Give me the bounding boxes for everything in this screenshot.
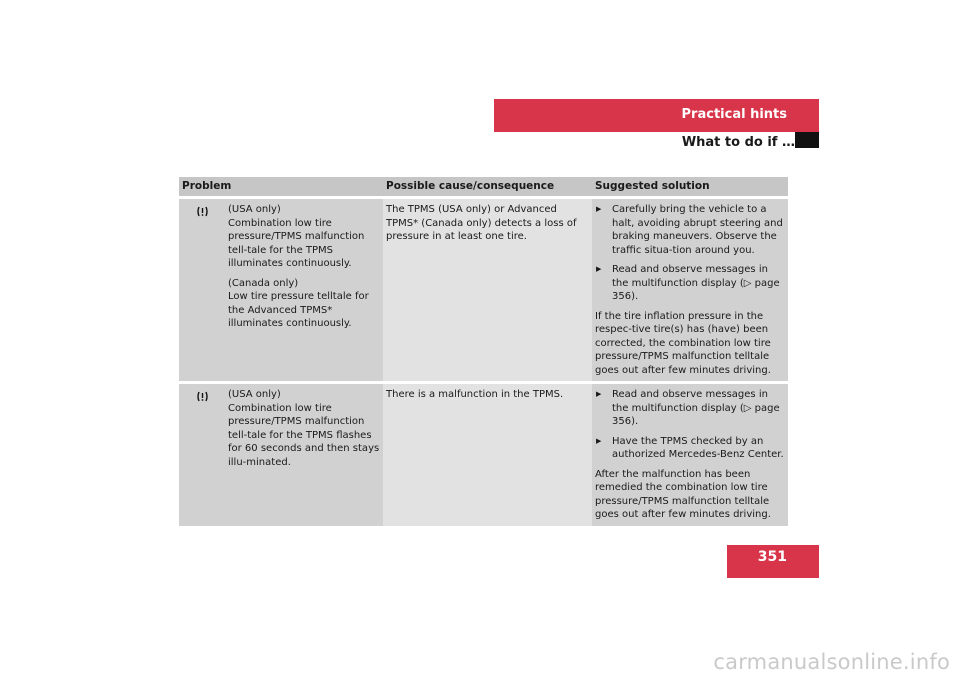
page-number-tab bbox=[727, 545, 819, 578]
problem-text-canada: (Canada only) Low tire pressure telltale for the Advanced TPMS* illuminates continuously. bbox=[228, 277, 369, 329]
solution-step-text: Carefully bring the vehicle to a halt, avoiding abrupt steering and braking maneuvers. Observe the traffic situa-tion around you. bbox=[612, 204, 783, 256]
cause-text: The TPMS (USA only) or Advanced TPMS* (Canada only) detects a loss of pressure in at least one tire. bbox=[386, 204, 577, 242]
solution-step bbox=[595, 263, 785, 304]
solution-note: After the malfunction has been remedied the combination low tire pressure/TPMS malfunction telltale goes out after few minutes driving. bbox=[595, 468, 771, 520]
header-tab-marker bbox=[795, 132, 819, 148]
problem-solution-table bbox=[179, 177, 788, 526]
table-row-1-problem bbox=[179, 199, 383, 381]
problem-text-usa: (USA only) Combination low tire pressure/TPMS malfunction tell-tale for the TPMS illuminates continuously. bbox=[228, 204, 365, 269]
section-title: Practical hints bbox=[681, 107, 787, 122]
solution-note: If the tire inflation pressure in the respec-tive tire(s) has (have) been corrected, the combination low tire pressure/TPMS malfunction telltale goes out after few minutes driving. bbox=[595, 310, 771, 376]
column-header-problem: Problem bbox=[179, 177, 383, 196]
solution-step bbox=[595, 388, 785, 429]
table-row-2-problem bbox=[179, 384, 383, 526]
table-row-1-cause bbox=[383, 199, 592, 381]
tpms-warning-icon bbox=[182, 388, 228, 522]
watermark: carmanualsonline.info bbox=[713, 650, 950, 674]
subsection-title: What to do if … bbox=[681, 135, 795, 150]
column-header-cause: Possible cause/consequence bbox=[383, 177, 592, 196]
bullet-arrow-icon: ▶ bbox=[596, 205, 602, 213]
problem-text-usa: (USA only) Combination low tire pressure/TPMS malfunction tell-tale for the TPMS flashes for 60 seconds and then stays illu-minated. bbox=[228, 389, 380, 468]
table-row-2-solution bbox=[592, 384, 788, 526]
table-row-1-solution bbox=[592, 199, 788, 381]
solution-step-text: Have the TPMS checked by an authorized Mercedes-Benz Center. bbox=[612, 435, 784, 460]
bullet-arrow-icon: ▶ bbox=[596, 436, 602, 445]
cause-text: There is a malfunction in the TPMS. bbox=[386, 389, 564, 400]
bullet-arrow-icon: ▶ bbox=[596, 265, 602, 273]
column-header-solution: Suggested solution bbox=[592, 177, 788, 196]
solution-step bbox=[595, 435, 785, 462]
bullet-arrow-icon: ▶ bbox=[596, 390, 602, 398]
table-row-2-cause bbox=[383, 384, 592, 526]
section-header-bar bbox=[494, 99, 819, 132]
page-number: 351 bbox=[757, 549, 787, 565]
solution-step-text: Read and observe messages in the multifunction display (▷ page 356). bbox=[612, 264, 780, 302]
tpms-warning-icon bbox=[182, 203, 228, 377]
solution-step-text: Read and observe messages in the multifunction display (▷ page 356). bbox=[612, 389, 780, 427]
solution-step bbox=[595, 203, 785, 257]
